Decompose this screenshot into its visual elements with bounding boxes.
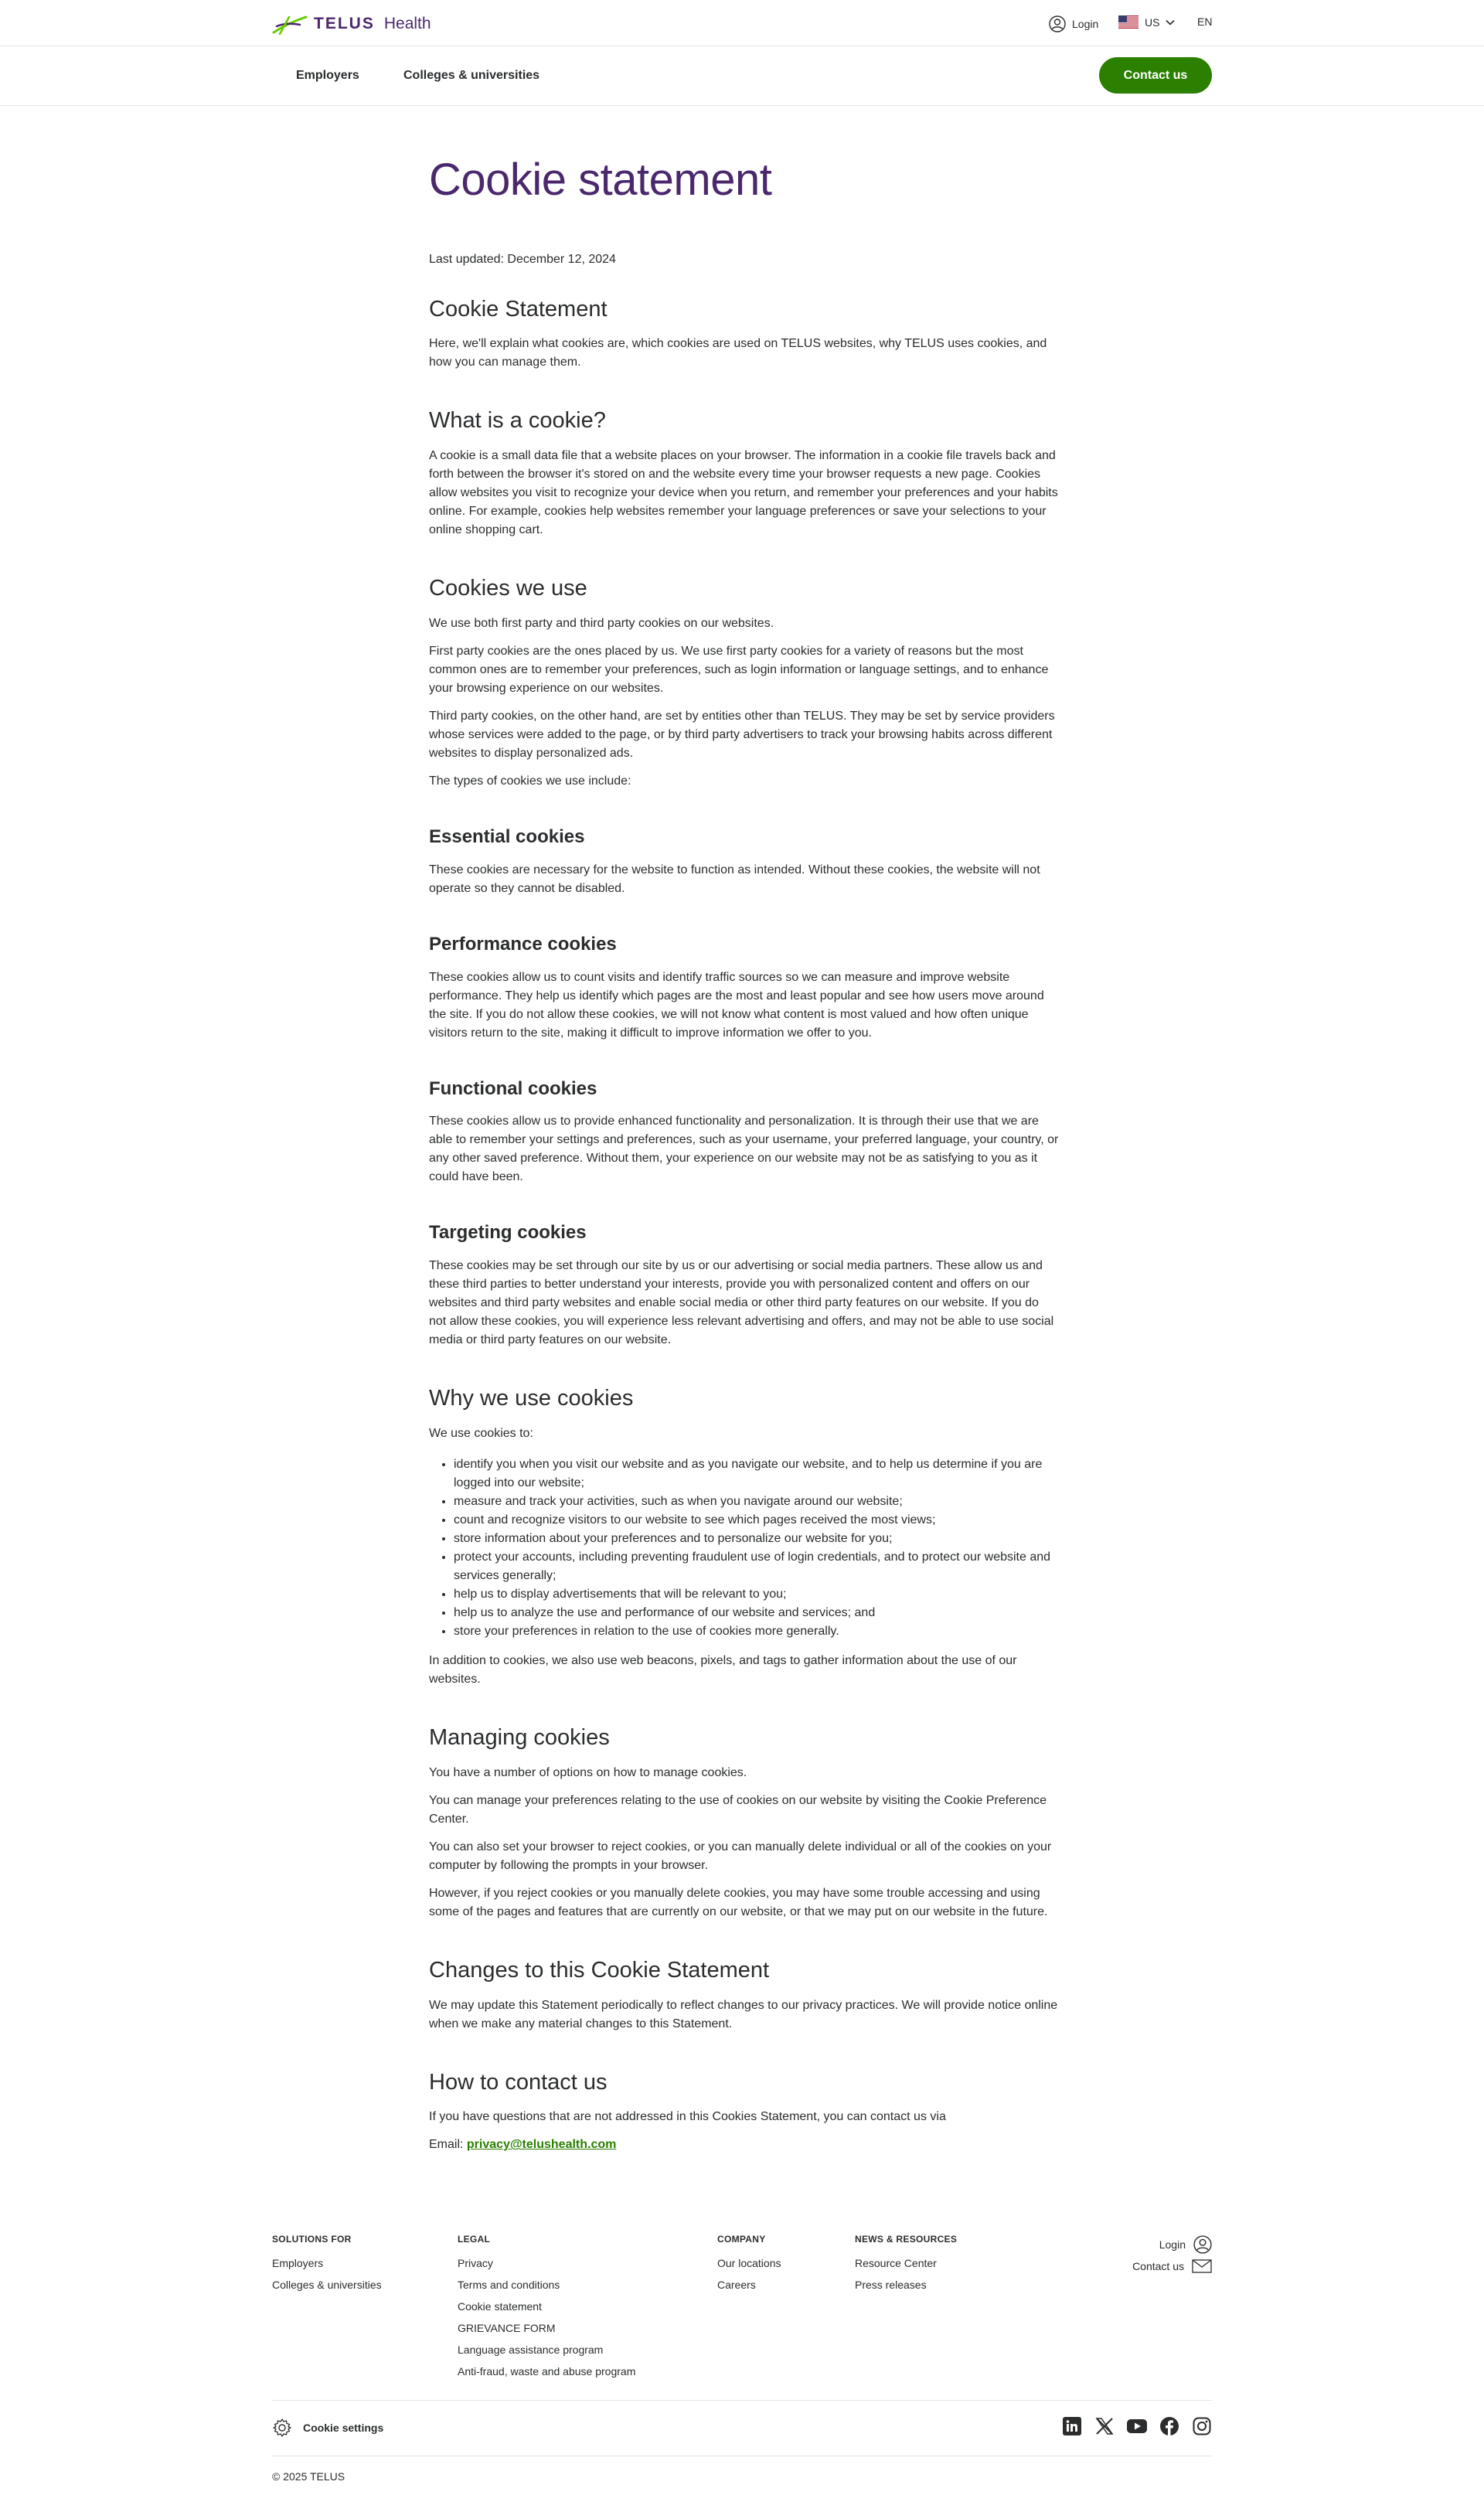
contact-email-line <box>429 2136 1059 2154</box>
what-paragraph: A cookie is a small data file that a website places on your browser. The information in a cookie file travels back and forth between the browser it's stored on and the website every time your browser requests a new page. Cookies allow websites you visit to recognize your device when you return, and remember your preferences and your habits online. For example, cookies help websites remember your language preferences or save your selections to your online shopping cart. <box>429 449 1058 537</box>
telus-health-logo[interactable] <box>272 12 431 36</box>
main-navigation <box>0 47 1484 106</box>
contact-paragraph: If you have questions that are not addressed in this Cookies Statement, you can contact us via <box>429 2110 946 2124</box>
footer-contact-label: Contact us <box>1132 2260 1184 2272</box>
why-list <box>454 1455 1059 1641</box>
envelope-icon <box>1192 2258 1212 2274</box>
footer-column-heading: SOLUTIONS FOR <box>272 2234 352 2245</box>
use-paragraph-1: We use both first party and third party cookies on our websites. <box>429 617 774 631</box>
targeting-paragraph: These cookies may be set through our site by us or our advertising or social media partners. These allow us and these third parties to better understand your interests, provide you with personalized content and offers on our websites and third party websites and enable social media or other third party features on our website. If you do not allow these cookies, you will experience less relevant advertising and offers, and may not be able to use social media or third party features on our website. <box>429 1259 1054 1347</box>
list-item: • measure and track your activities, such as when you navigate around our website; <box>454 1493 1059 1511</box>
footer-link-grievance-form[interactable]: GRIEVANCE FORM <box>458 2322 556 2334</box>
footer-column-solutions <box>272 2234 382 2296</box>
section-heading-changes: Changes to this Cookie Statement <box>429 1957 770 1983</box>
list-item: • store your preferences in relation to the use of cookies more generally. <box>454 1622 1059 1641</box>
footer-link-colleges[interactable]: Colleges & universities <box>272 2279 382 2291</box>
performance-paragraph: These cookies allow us to count visits and identify traffic sources so we can measure and improve website performance. They help us identify which pages are the most and least popular and see how users move around the site. If you do not allow these cookies, we will not know what content is most valued and how often unique visitors return to the site, making it difficult to improve information we offer to you. <box>429 970 1044 1040</box>
footer-link-resource-center[interactable]: Resource Center <box>855 2257 937 2269</box>
youtube-icon[interactable] <box>1127 2416 1147 2436</box>
user-circle-icon <box>1193 2235 1212 2254</box>
language-label: EN <box>1197 15 1213 28</box>
section-heading-what-is-cookie: What is a cookie? <box>429 408 606 434</box>
email-label: Email: <box>429 2138 464 2152</box>
copyright-text: © 2025 TELUS <box>272 2470 345 2483</box>
section-heading-performance: Performance cookies <box>429 933 617 955</box>
section-heading-functional: Functional cookies <box>429 1077 597 1099</box>
brand-name: TELUS <box>314 15 375 32</box>
language-toggle[interactable] <box>1197 15 1212 28</box>
footer-column-heading: NEWS & RESOURCES <box>855 2234 958 2245</box>
statement-paragraph: Here, we'll explain what cookies are, which cookies are used on TELUS websites, why TELUS uses cookies, and how you can manage them. <box>429 337 1047 369</box>
list-item: • count and recognize visitors to our website to see which pages received the most views; <box>454 1511 1059 1530</box>
brand-suffix: Health <box>383 15 431 32</box>
login-link[interactable] <box>1049 15 1098 32</box>
managing-paragraph-4: However, if you reject cookies or you manually delete cookies, you may have some trouble accessing and using some of the pages and features that are currently on our website, or that we may put on our website in the future. <box>429 1886 1048 1918</box>
list-item: • protect your accounts, including preventing fraudulent use of login credentials, and to protect our website and services generally; <box>454 1548 1059 1585</box>
footer-link-anti-fraud[interactable]: Anti-fraud, waste and abuse program <box>458 2365 636 2378</box>
cookie-settings-button[interactable] <box>272 2418 383 2438</box>
last-updated-date: Last updated: December 12, 2024 <box>429 252 616 266</box>
section-heading-contact: How to contact us <box>429 2069 608 2095</box>
telus-leaf-icon <box>272 12 308 36</box>
page-title: Cookie statement <box>429 155 772 205</box>
footer-divider <box>272 2400 1212 2401</box>
contact-us-button[interactable]: Contact us <box>1099 57 1212 94</box>
footer-column-company <box>717 2234 781 2296</box>
why-closing-paragraph: In addition to cookies, we also use web beacons, pixels, and tags to gather information about the use of our websites. <box>429 1654 1017 1687</box>
list-item: • help us to analyze the use and performance of our website and services; and <box>454 1604 1059 1622</box>
why-intro-paragraph: We use cookies to: <box>429 1427 533 1441</box>
section-heading-managing: Managing cookies <box>429 1725 610 1751</box>
facebook-icon[interactable] <box>1159 2416 1179 2436</box>
list-item: • store information about your preferences and to personalize our website for you; <box>454 1530 1059 1548</box>
gear-icon <box>272 2418 292 2438</box>
cookie-statement-article <box>429 155 1059 2163</box>
cookie-settings-label: Cookie settings <box>303 2422 384 2434</box>
footer-link-terms[interactable]: Terms and conditions <box>458 2279 560 2291</box>
footer-contact-link[interactable] <box>1132 2258 1212 2274</box>
section-heading-why-we-use: Why we use cookies <box>429 1386 634 1411</box>
login-label: Login <box>1072 18 1099 30</box>
us-flag-icon <box>1118 15 1139 29</box>
nav-item-colleges-universities[interactable]: Colleges & universities <box>403 69 540 82</box>
footer-link-press-releases[interactable]: Press releases <box>855 2279 927 2291</box>
region-label: US <box>1145 15 1160 29</box>
footer-login-link[interactable] <box>1159 2235 1212 2254</box>
social-links <box>1062 2416 1212 2436</box>
footer-column-heading: COMPANY <box>717 2234 766 2245</box>
top-utility-bar <box>0 0 1484 46</box>
managing-paragraph-2: You can manage your preferences relating to the use of cookies on our website by visiting the Cookie Preference Center. <box>429 1793 1047 1826</box>
section-heading-cookie-statement: Cookie Statement <box>429 296 608 322</box>
instagram-icon[interactable] <box>1192 2416 1212 2436</box>
chevron-down-icon <box>1166 19 1175 26</box>
user-circle-icon <box>1049 15 1066 32</box>
managing-paragraph-3: You can also set your browser to reject cookies, or you can manually delete individual or all of the cookies on your computer by following the prompts in your browser. <box>429 1840 1052 1872</box>
managing-paragraph-1: You have a number of options on how to manage cookies. <box>429 1765 747 1779</box>
footer-column-heading: LEGAL <box>458 2234 491 2245</box>
essential-paragraph: These cookies are necessary for the website to function as intended. Without these cookies, the website will not operate so they cannot be disabled. <box>429 863 1040 895</box>
changes-paragraph: We may update this Statement periodically to reflect changes to our privacy practices. We will provide notice online when we make any material changes to this Statement. <box>429 1998 1058 2030</box>
footer-login-label: Login <box>1159 2238 1186 2251</box>
footer-link-careers[interactable]: Careers <box>717 2279 756 2291</box>
list-item: • help us to display advertisements that will be relevant to you; <box>454 1585 1059 1604</box>
privacy-email-link[interactable]: privacy@telushealth.com <box>466 2138 617 2152</box>
footer-column-news <box>855 2234 957 2296</box>
x-icon[interactable] <box>1094 2416 1115 2436</box>
footer-link-employers[interactable]: Employers <box>272 2257 324 2269</box>
footer-column-legal <box>458 2234 635 2382</box>
section-heading-essential: Essential cookies <box>429 826 585 848</box>
linkedin-icon[interactable] <box>1062 2416 1082 2436</box>
footer-link-privacy[interactable]: Privacy <box>458 2257 493 2269</box>
use-paragraph-3: Third party cookies, on the other hand, are set by entities other than TELUS. They may be set by service providers whose services were added to the page, or by third party advertisers to track your browsing habits across different websites to display personalized ads. <box>429 710 1055 761</box>
section-heading-cookies-we-use: Cookies we use <box>429 576 587 601</box>
region-selector[interactable] <box>1118 15 1175 29</box>
list-item: • identify you when you visit our website and as you navigate our website, and to help us determine if you are logged into our website; <box>454 1455 1059 1493</box>
use-paragraph-4: The types of cookies we use include: <box>429 774 631 788</box>
functional-paragraph: These cookies allow us to provide enhanced functionality and personalization. It is through their use that we are able to remember your settings and preferences, such as your username, your preferred language, your country, or any other saved preference. Without them, your experience on our website may not be as satisfying to you as it could have been. <box>429 1115 1059 1184</box>
footer-link-cookie-statement[interactable]: Cookie statement <box>458 2300 542 2313</box>
footer-link-locations[interactable]: Our locations <box>717 2257 781 2269</box>
footer-link-language-assistance[interactable]: Language assistance program <box>458 2344 604 2356</box>
nav-item-employers[interactable]: Employers <box>296 69 359 82</box>
section-heading-targeting: Targeting cookies <box>429 1222 587 1244</box>
use-paragraph-2: First party cookies are the ones placed by us. We use first party cookies for a variety of reasons but the most common ones are to remember your preferences, such as login information or language settings, and to enhance your browsing experience on our websites. <box>429 645 1049 696</box>
